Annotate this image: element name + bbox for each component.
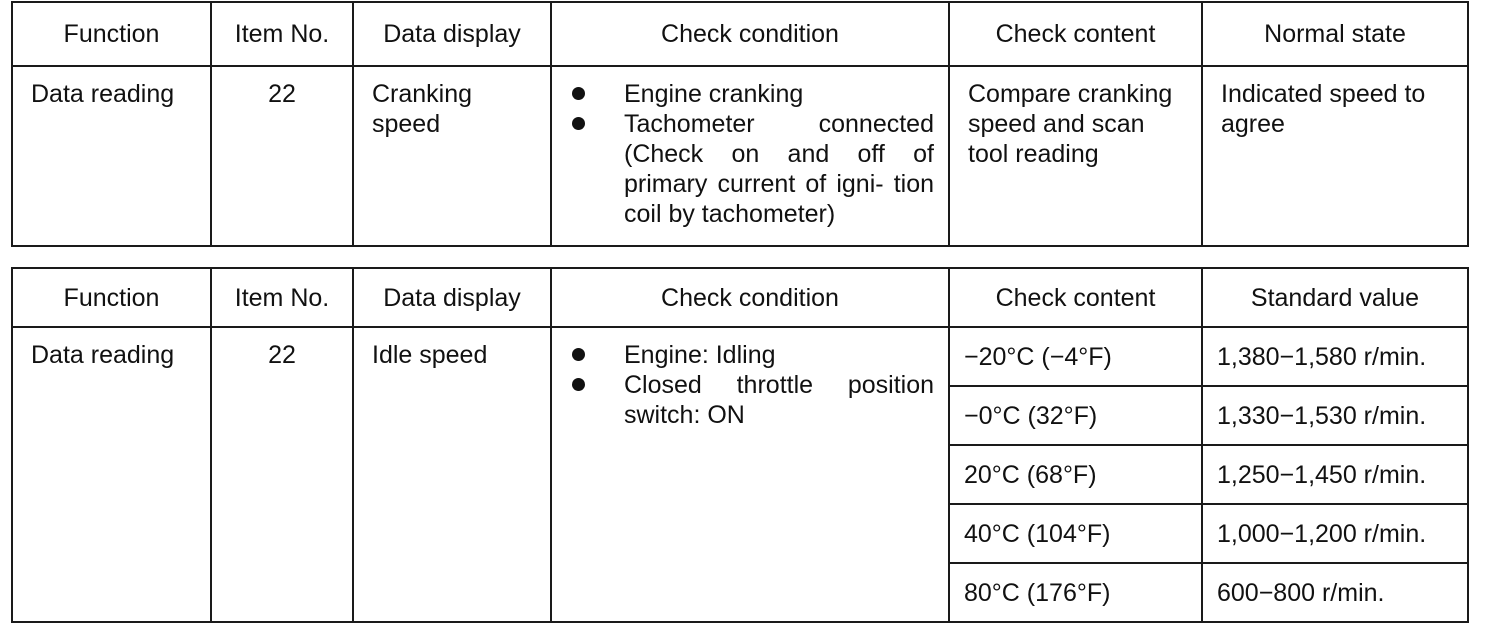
list-item: Tachometer connected (Check on and off of primary current of igni- tion coil by tachometer)	[568, 109, 934, 229]
cell-temperature: 40°C (104°F)	[949, 504, 1202, 563]
list-item: Closed throttle position switch: ON	[568, 370, 934, 430]
check-condition-list	[552, 328, 948, 430]
cell-standard-value: 1,250−1,450 r/min.	[1202, 445, 1468, 504]
cell-temperature: 80°C (176°F)	[949, 563, 1202, 622]
header-function: Function	[12, 268, 211, 327]
header-normal-state: Normal state	[1202, 2, 1468, 66]
cranking-speed-table	[11, 1, 1469, 247]
header-check-content: Check content	[949, 2, 1202, 66]
cell-check-content: Compare cranking speed and scan tool reading	[949, 66, 1202, 246]
cell-temperature: 20°C (68°F)	[949, 445, 1202, 504]
check-condition-list	[552, 67, 948, 229]
table-header-row	[12, 2, 1468, 66]
cell-standard-value: 1,380−1,580 r/min.	[1202, 327, 1468, 386]
header-function: Function	[12, 2, 211, 66]
cell-data-display: Cranking speed	[353, 66, 551, 246]
list-item: Engine cranking	[568, 79, 934, 109]
cell-check-condition	[551, 66, 949, 246]
header-data-display: Data display	[353, 2, 551, 66]
cell-standard-value: 1,000−1,200 r/min.	[1202, 504, 1468, 563]
cell-standard-value: 600−800 r/min.	[1202, 563, 1468, 622]
header-check-condition: Check condition	[551, 268, 949, 327]
header-item-no: Item No.	[211, 2, 353, 66]
header-item-no: Item No.	[211, 268, 353, 327]
cell-normal-state: Indicated speed to agree	[1202, 66, 1468, 246]
cell-check-condition	[551, 327, 949, 622]
cell-item-no: 22	[211, 66, 353, 246]
cell-item-no: 22	[211, 327, 353, 622]
table-header-row	[12, 268, 1468, 327]
cell-standard-value: 1,330−1,530 r/min.	[1202, 386, 1468, 445]
idle-speed-table	[11, 267, 1469, 623]
table-row	[12, 66, 1468, 246]
cell-function: Data reading	[12, 327, 211, 622]
cell-temperature: −0°C (32°F)	[949, 386, 1202, 445]
header-check-condition: Check condition	[551, 2, 949, 66]
cell-data-display: Idle speed	[353, 327, 551, 622]
list-item: Engine: Idling	[568, 340, 934, 370]
header-data-display: Data display	[353, 268, 551, 327]
header-check-content: Check content	[949, 268, 1202, 327]
cell-function: Data reading	[12, 66, 211, 246]
header-standard-value: Standard value	[1202, 268, 1468, 327]
cell-temperature: −20°C (−4°F)	[949, 327, 1202, 386]
table-row	[12, 327, 1468, 386]
